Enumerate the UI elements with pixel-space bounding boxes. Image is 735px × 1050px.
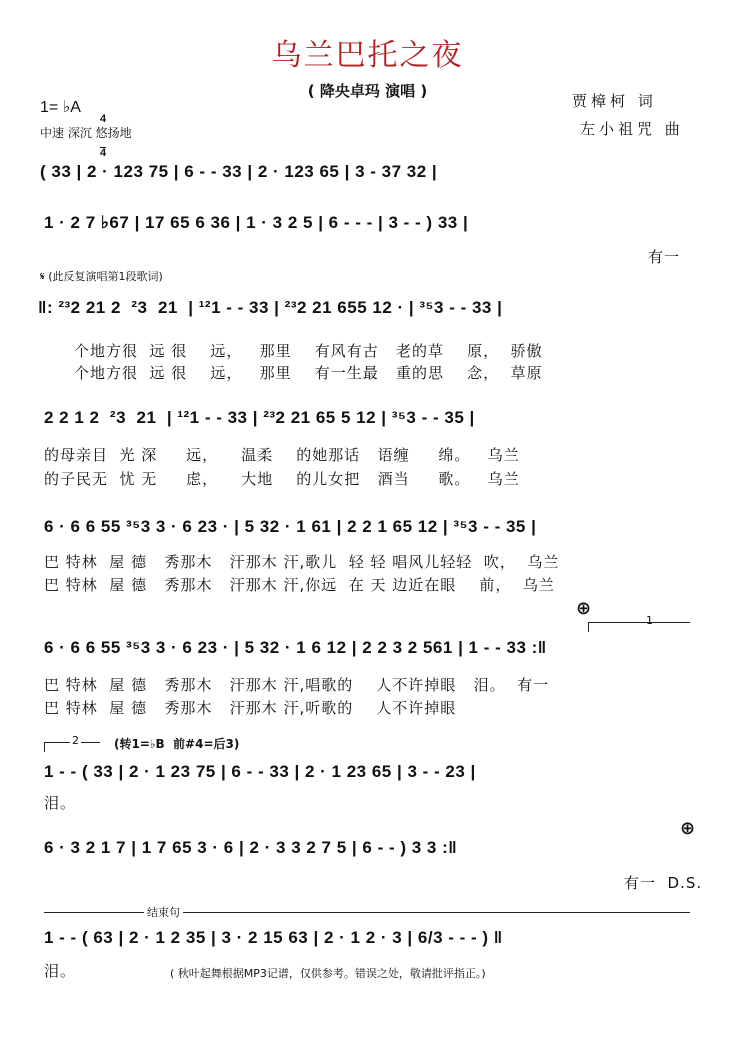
volta-1-number: 1 bbox=[646, 614, 653, 627]
lyricist: 贾樟柯 词 bbox=[572, 92, 657, 110]
time-top: 4 bbox=[100, 113, 107, 125]
staff-row-3: ‖: ²³2 21 2 ²3 21 | ¹²1 - - 33 | ²³2 21 655 12 · | ³⁵3 - - 33 | bbox=[38, 298, 503, 317]
lyric-row-3-verse-2: 个地方很 远 很 远， 那里 有一生最 重的思 念， 草原 bbox=[74, 364, 543, 382]
lyric-row-5-verse-2: 巴 特林 屋 德 秀那木 汗那木 汗,你远 在 天 边近在眼 前， 乌兰 bbox=[44, 576, 555, 594]
volta-2-tick bbox=[44, 742, 45, 752]
staff-row-6: 6 · 6 6 55 ³⁵3 3 · 6 23 · | 5 32 · 1 6 12 | 2 2 3 2 561 | 1 - - 33 :‖ bbox=[44, 638, 547, 657]
segno-note: 𝄋 (此反复演唱第1段歌词) bbox=[40, 270, 163, 283]
staff-row-8: 6 · 3 2 1 7 | 1 7 65 3 · 6 | 2 · 3 3 2 7 5 | 6 - - ) 3 3 :‖ bbox=[44, 838, 458, 857]
staff-row-9: 1 - - ( 63 | 2 · 1 2 35 | 3 · 2 15 63 | 2 · 1 2 · 3 | 6/3 - - - ) ‖ bbox=[44, 928, 503, 947]
song-title: 乌兰巴托之夜 bbox=[271, 38, 464, 73]
lyric-row-4-verse-1: 的母亲目 光 深 远， 温柔 的她那话 语缠 绵。 乌兰 bbox=[44, 446, 520, 464]
lyric-row-2: 有一 bbox=[648, 248, 681, 266]
footer-note: ( 秋叶起舞根据MP3记谱，仅供参考。错误之处，敬请批评指正。) bbox=[170, 967, 486, 980]
staff-row-1: ( 33 | 2 · 123 75 | 6 - - 33 | 2 · 123 65 | 3 - 37 32 | bbox=[40, 162, 438, 181]
lyric-row-6-verse-2: 巴 特林 屋 德 秀那木 汗那木 汗,听歌的 人不许掉眼 bbox=[44, 699, 457, 717]
ending-line bbox=[44, 912, 690, 913]
lyric-row-9: 泪。 bbox=[44, 962, 77, 980]
volta-1-tick bbox=[588, 622, 589, 632]
lyric-row-8: 有一 D.S. bbox=[624, 874, 703, 892]
lyric-row-7: 泪。 bbox=[44, 794, 77, 812]
composer: 左小祖咒 曲 bbox=[580, 120, 684, 138]
lyric-row-6-verse-1: 巴 特林 屋 德 秀那木 汗那木 汗,唱歌的 人不许掉眼 泪。 有一 bbox=[44, 676, 550, 694]
ending-label: 结束句 bbox=[144, 904, 183, 920]
volta-1-line bbox=[588, 622, 690, 623]
lyric-row-3-verse-1: 个地方很 远 很 远， 那里 有风有古 老的草 原， 骄傲 bbox=[74, 342, 543, 360]
staff-row-2: 1 · 2 7 ♭67 | 17 65 6 36 | 1 · 3 2 5 | 6 - - - | 3 - - ) 33 | bbox=[44, 213, 469, 232]
key-signature: 1= ♭A bbox=[40, 99, 81, 116]
staff-row-4: 2 2 1 2 ²3 21 | ¹²1 - - 33 | ²³2 21 65 5 12 | ³⁵3 - - 35 | bbox=[44, 408, 475, 427]
lyric-row-4-verse-2: 的子民无 忧 无 虑， 大地 的儿女把 酒当 歌。 乌兰 bbox=[44, 470, 520, 488]
tempo-marking: 中速 深沉 悠扬地 bbox=[40, 126, 132, 140]
coda-sign-2: ⊕ bbox=[680, 818, 696, 839]
lyric-row-5-verse-1: 巴 特林 屋 德 秀那木 汗那木 汗,歌儿 轻 轻 唱风儿轻轻 吹， 乌兰 bbox=[44, 553, 560, 571]
modulation-note: (转1=♭B 前#4=后3) bbox=[114, 737, 240, 751]
coda-sign: ⊕ bbox=[576, 598, 592, 619]
singer: ( 降央卓玛 演唱 ) bbox=[307, 82, 428, 100]
time-bottom: 4 bbox=[100, 147, 107, 159]
volta-2-number: 2 bbox=[72, 734, 79, 747]
staff-row-7: 1 - - ( 33 | 2 · 1 23 75 | 6 - - 33 | 2 · 1 23 65 | 3 - - 23 | bbox=[44, 762, 476, 781]
staff-row-5: 6 · 6 6 55 ³⁵3 3 · 6 23 · | 5 32 · 1 61 | 2 2 1 65 12 | ³⁵3 - - 35 | bbox=[44, 517, 537, 536]
